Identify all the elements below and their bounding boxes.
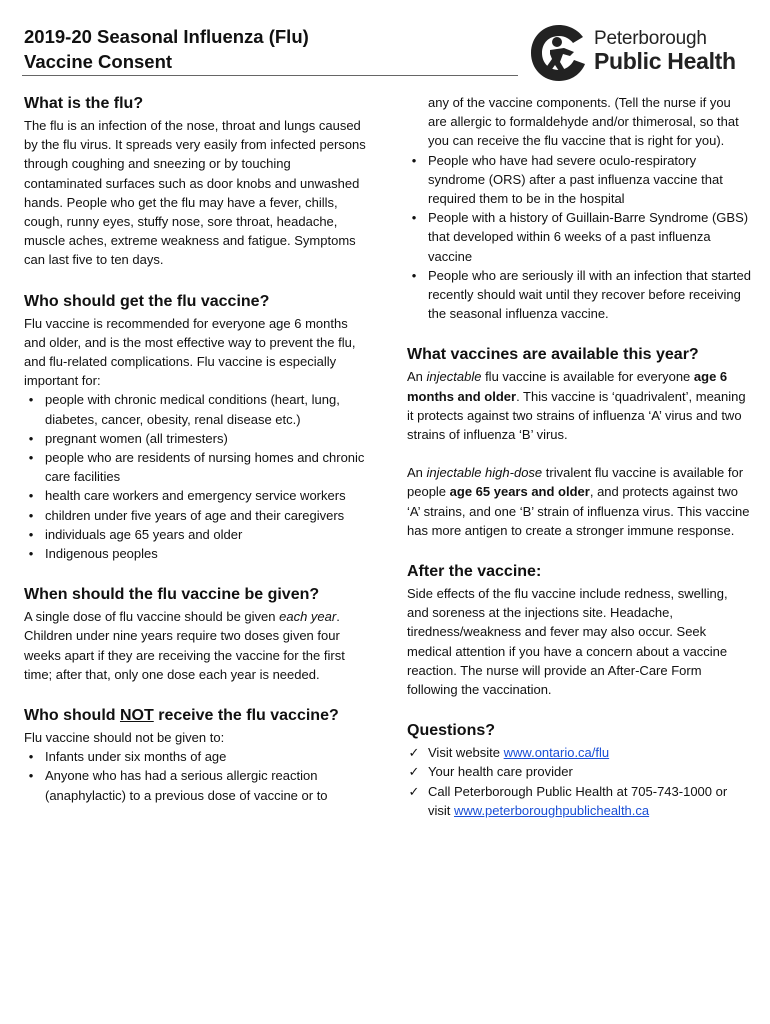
list-item: • People who are seriously ill with an infection that started recently should wait until they recover before receiving the seasonal influenza vaccine. — [407, 266, 752, 324]
when-text: A single dose of flu vaccine should be given each year. Children under nine years require two doses given four weeks apart if they are receiving the vaccine for the first time; after that, only one dose each year is needed. — [24, 609, 345, 682]
document-title — [24, 24, 309, 74]
section-what-is-flu — [24, 93, 369, 270]
list-item: • Anyone who has had a serious allergic reaction (anaphylactic) to a previous dose of vaccine or to — [24, 766, 369, 804]
list-item: ✓ Call Peterborough Public Health at 705-743-1000 or visit www.peterboroughpublichealth.ca — [408, 783, 728, 818]
title-line-1: 2019-20 Seasonal Influenza (Flu) — [24, 26, 309, 47]
bullet-icon: • — [411, 152, 417, 168]
what-is-flu-text: The flu is an infection of the nose, throat and lungs caused by the flu virus. It spreads very easily from infected persons through coughing and sneezing or by touching contaminated surfaces such as door knobs and unwashed hands. People who get the flu may have a fever, chills, cough, runny eyes, stuffy nose, sore throat, headache, muscle aches, extreme weakness and fatigue. Symptoms can last five to ten days. — [24, 118, 366, 268]
section-who-not — [24, 705, 369, 805]
not-emphasis: NOT — [119, 707, 154, 725]
list-item: • individuals age 65 years and older — [24, 525, 369, 544]
list-item: ✓ Your health care provider — [407, 762, 752, 781]
list-item: • Infants under six months of age — [24, 747, 369, 766]
logo-mark-icon — [528, 22, 590, 84]
list-item: • people with chronic medical conditions (heart, lung, diabetes, cancer, obesity, renal disease etc.) — [24, 390, 369, 428]
title-rule — [22, 75, 518, 76]
list-item: • People with a history of Guillain-Barre Syndrome (GBS) that developed within 6 weeks of a past influenza vaccine — [407, 208, 752, 266]
who-should-list — [24, 390, 369, 563]
left-column — [24, 93, 369, 805]
peterborough-public-health-link[interactable]: www.peterboroughpublichealth.ca — [454, 802, 650, 818]
heading-vaccines: What vaccines are available this year? — [407, 346, 699, 364]
section-questions — [407, 720, 752, 820]
checkmark-icon: ✓ — [408, 764, 420, 780]
bullet-icon: • — [28, 507, 34, 523]
right-column — [407, 93, 752, 820]
vaccines-quadrivalent-text: An injectable flu vaccine is available for everyone age 6 months and older. This vaccine is ‘quadrivalent’, meaning it protects against two strains of influenza ‘A’ virus and two strains of influenza ‘B’ virus. — [407, 369, 746, 443]
list-item: • children under five years of age and their caregivers — [24, 506, 369, 525]
checkmark-icon: ✓ — [408, 783, 420, 799]
title-line-2: Vaccine Consent — [24, 51, 173, 72]
bullet-icon: • — [28, 526, 34, 542]
list-item: • pregnant women (all trimesters) — [24, 429, 369, 448]
checkmark-icon: ✓ — [408, 745, 420, 761]
bullet-icon: • — [28, 450, 34, 466]
section-who-should — [24, 291, 369, 564]
bullet-icon: • — [411, 267, 417, 283]
heading-who-not: Who should NOT receive the flu vaccine? — [24, 707, 339, 725]
ontario-flu-link[interactable]: www.ontario.ca/flu — [503, 745, 610, 761]
peterborough-public-health-logo — [528, 22, 738, 84]
bullet-icon: • — [28, 749, 34, 765]
who-not-list-continued — [407, 151, 752, 324]
bullet-icon: • — [411, 210, 417, 226]
list-item: • People who have had severe oculo-respiratory syndrome (ORS) after a past influenza vaccine that required them to be in the hospital — [407, 151, 752, 209]
section-when — [24, 584, 369, 684]
bullet-icon: • — [28, 430, 34, 446]
who-not-intro: Flu vaccine should not be given to: — [24, 730, 225, 746]
vaccines-high-dose-text: An injectable high-dose trivalent flu vaccine is available for people age 65 years and older, and protects against two ‘A’ strains, and one ‘B’ strain of influenza virus. This vaccine has more antigen to create a stronger immune response. — [407, 465, 750, 538]
bullet-icon: • — [28, 546, 34, 562]
list-item: ✓ Visit website www.ontario.ca/flu — [407, 743, 752, 762]
list-item: • Indigenous peoples — [24, 544, 369, 563]
logo-text-peterborough: Peterborough — [594, 28, 707, 49]
questions-list — [407, 743, 752, 820]
who-not-continuation: any of the vaccine components. (Tell the nurse if you are allergic to formaldehyde and/or thimerosal, so that you can receive the flu vaccine that is right for you). — [428, 95, 739, 149]
who-should-intro: Flu vaccine is recommended for everyone age 6 months and older, and is the most effective way to prevent the flu, and flu-related complications. Flu vaccine is especially important for: — [24, 315, 356, 389]
list-item: • health care workers and emergency service workers — [24, 486, 369, 505]
bullet-icon: • — [28, 768, 34, 784]
heading-after: After the vaccine: — [407, 563, 542, 581]
bullet-icon: • — [28, 392, 34, 408]
heading-when: When should the flu vaccine be given? — [24, 586, 320, 604]
heading-what-is-flu: What is the flu? — [24, 95, 144, 112]
list-item: • people who are residents of nursing homes and chronic care facilities — [24, 448, 369, 486]
section-vaccines — [407, 344, 752, 540]
heading-questions: Questions? — [407, 722, 496, 740]
logo-text-public-health: Public Health — [594, 48, 736, 74]
after-text: Side effects of the flu vaccine include redness, swelling, and soreness at the injections site. Headache, tiredness/weakness and fever may also occur. Seek medical attention if you have a concern about a vaccine reaction. The nurse will provide an After-Care Form following the vaccination. — [407, 586, 728, 698]
heading-who-should: Who should get the flu vaccine? — [24, 292, 270, 310]
who-not-list — [24, 747, 369, 805]
bullet-icon: • — [28, 488, 34, 504]
section-after — [407, 561, 752, 699]
